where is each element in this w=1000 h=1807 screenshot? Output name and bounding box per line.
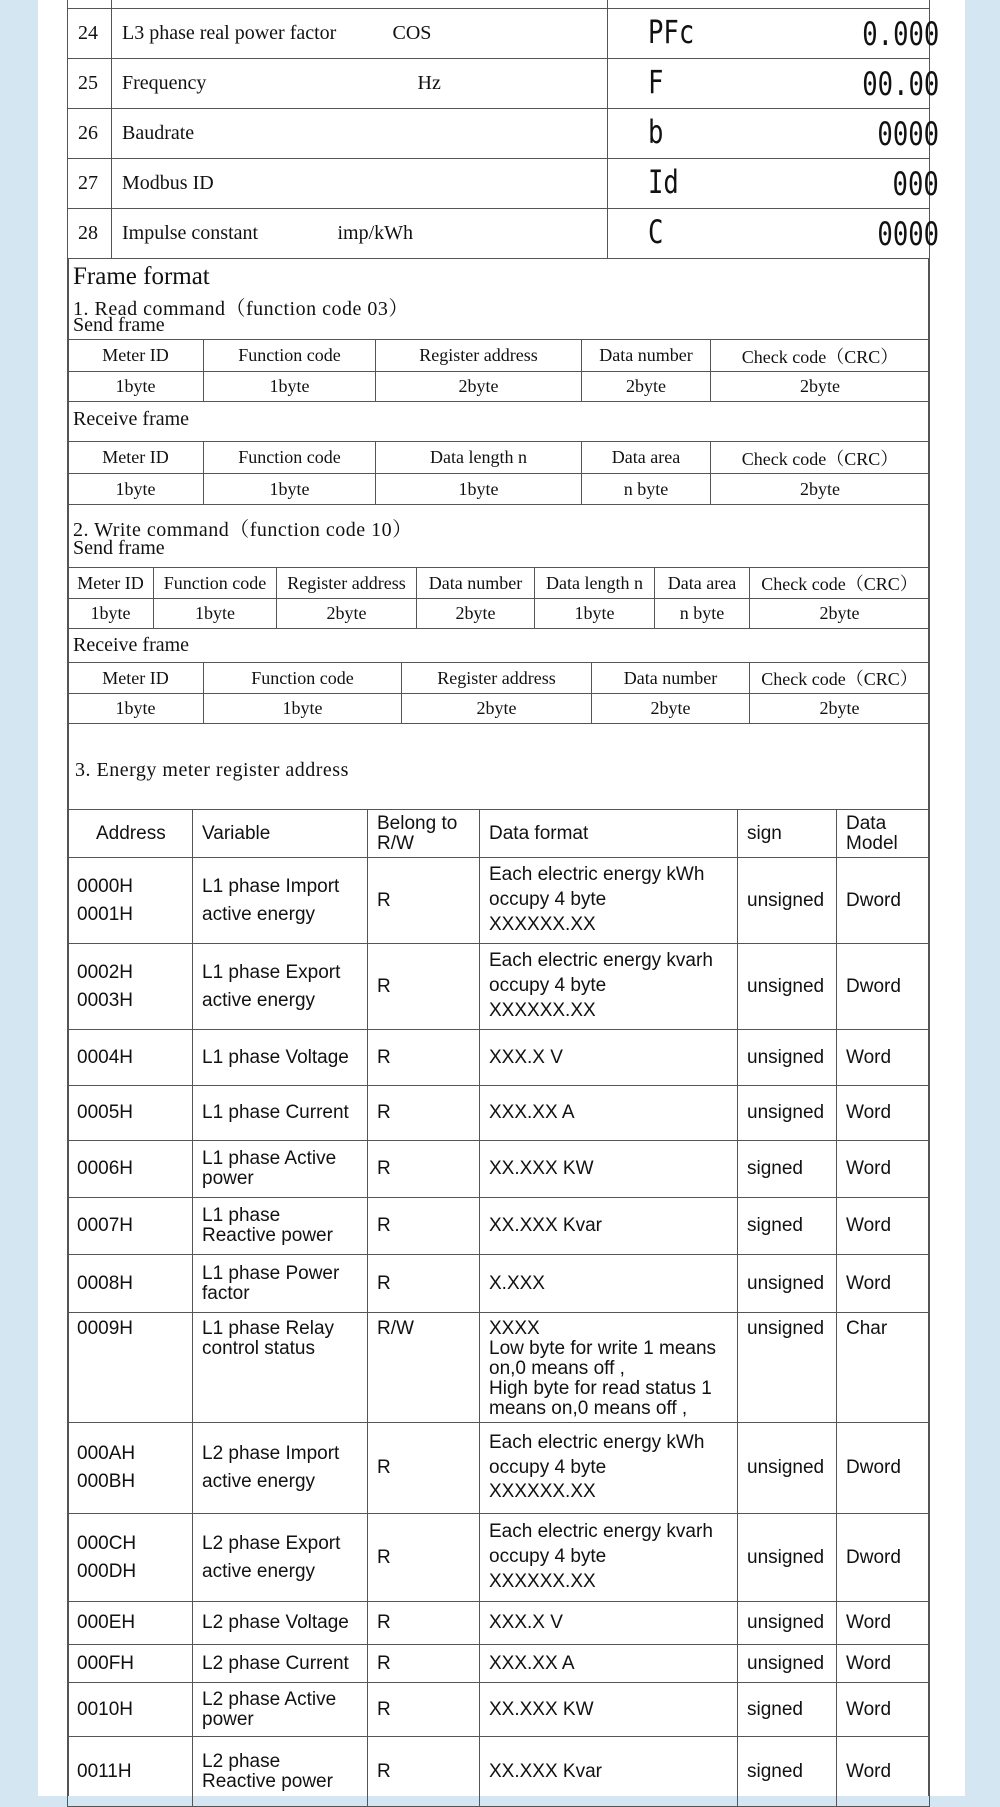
write-receive-frame-table — [67, 662, 930, 724]
register-address: 0004H — [68, 1030, 193, 1086]
register-rw: R — [368, 1255, 480, 1313]
parameter-name: L3 phase real power factor — [122, 22, 337, 44]
register-sign: signed — [738, 1683, 837, 1737]
frame-header-row — [68, 663, 930, 694]
read-send-frame-table — [67, 339, 930, 402]
frame-header-cell: Check code（CRC） — [750, 568, 930, 599]
register-data-format: XXX.X V — [480, 1602, 738, 1645]
register-row — [68, 1198, 930, 1255]
parameter-table — [67, 0, 939, 259]
frame-size-cell: 2byte — [376, 372, 582, 402]
register-variable: L2 phase Current — [193, 1645, 368, 1683]
parameter-row — [68, 59, 930, 109]
frame-size-row — [68, 694, 930, 724]
lcd-value: 000 — [892, 165, 939, 203]
frame-header-cell: Function code — [204, 340, 376, 372]
frame-size-cell: 2byte — [711, 372, 930, 402]
register-variable: L1 phase Active power — [193, 1141, 368, 1198]
write-command-title: 2. Write command（function code 10） — [73, 519, 413, 541]
lcd-value: 0000 — [877, 115, 939, 153]
parameter-row — [68, 109, 930, 159]
frame-header-cell: Function code — [204, 663, 402, 694]
register-sign: unsigned — [738, 1030, 837, 1086]
parameter-number: 28 — [68, 209, 112, 259]
register-sign: unsigned — [738, 1423, 837, 1514]
frame-size-cell: 2byte — [582, 372, 711, 402]
parameter-number: 25 — [68, 59, 112, 109]
register-table — [67, 809, 930, 1807]
register-data-model: Word — [837, 1141, 930, 1198]
register-variable: L1 phase Export active energy — [193, 944, 368, 1030]
read-command-title: 1. Read command（function code 03） — [73, 298, 409, 320]
frame-size-cell: n byte — [582, 474, 711, 505]
lcd-display-cell — [608, 209, 939, 259]
register-address: 0002H 0003H — [68, 944, 193, 1030]
frame-header-cell: Data area — [655, 568, 750, 599]
register-rw: R — [368, 1514, 480, 1602]
register-address: 0011H — [68, 1737, 193, 1807]
register-row — [68, 1514, 930, 1602]
parameter-name-cell — [112, 159, 608, 209]
parameter-name-cell — [112, 109, 608, 159]
frame-header-cell: Register address — [277, 568, 417, 599]
register-data-format: Each electric energy kWh occupy 4 byte XXXXXX.XX — [480, 1423, 738, 1514]
register-address: 0008H — [68, 1255, 193, 1313]
frame-header-cell: Data number — [582, 340, 711, 372]
register-row — [68, 1313, 930, 1423]
register-header-cell: Data format — [480, 810, 738, 858]
register-data-model: Word — [837, 1737, 930, 1807]
lcd-display-cell — [608, 109, 939, 159]
frame-size-cell: 1byte — [154, 599, 277, 629]
frame-header-cell: Check code（CRC） — [711, 340, 930, 372]
parameter-name: Impulse constant — [122, 222, 259, 244]
write-receive-frame-label: Receive frame — [73, 634, 190, 656]
frame-size-cell: 2byte — [750, 694, 930, 724]
register-row — [68, 1645, 930, 1683]
register-address-title: 3. Energy meter register address — [75, 759, 349, 781]
frame-size-cell: 1byte — [535, 599, 655, 629]
register-data-model: Word — [837, 1602, 930, 1645]
parameter-name: Baudrate — [122, 122, 195, 144]
register-address: 0010H — [68, 1683, 193, 1737]
register-address: 0005H — [68, 1086, 193, 1141]
register-address: 000FH — [68, 1645, 193, 1683]
register-data-format: X.XXX — [480, 1255, 738, 1313]
parameter-number: 26 — [68, 109, 112, 159]
register-rw: R — [368, 1737, 480, 1807]
lcd-symbol: PFc — [648, 13, 695, 51]
register-sign: unsigned — [738, 1645, 837, 1683]
register-sign: unsigned — [738, 858, 837, 944]
register-data-format: XX.XXX Kvar — [480, 1737, 738, 1807]
register-address: 000AH 000BH — [68, 1423, 193, 1514]
parameter-name-cell — [112, 9, 608, 59]
register-data-model: Char — [837, 1313, 930, 1423]
register-data-format: XX.XXX KW — [480, 1683, 738, 1737]
parameter-name-cell — [112, 59, 608, 109]
register-sign: unsigned — [738, 1514, 837, 1602]
register-rw: R — [368, 944, 480, 1030]
register-sign: unsigned — [738, 1313, 837, 1423]
register-data-format: Each electric energy kWh occupy 4 byte XXXXXX.XX — [480, 858, 738, 944]
register-rw: R — [368, 1602, 480, 1645]
register-variable: L2 phase Export active energy — [193, 1514, 368, 1602]
register-rw: R — [368, 1086, 480, 1141]
register-data-format: XXX.XX A — [480, 1645, 738, 1683]
register-header-cell: sign — [738, 810, 837, 858]
parameter-row — [68, 209, 930, 259]
document-page — [38, 0, 965, 1796]
frame-size-cell: 1byte — [204, 474, 376, 505]
register-row — [68, 1141, 930, 1198]
frame-header-cell: Data number — [417, 568, 535, 599]
register-row — [68, 1423, 930, 1514]
read-receive-frame-label: Receive frame — [73, 408, 190, 430]
register-rw: R — [368, 1683, 480, 1737]
register-sign: unsigned — [738, 1602, 837, 1645]
frame-size-row — [68, 599, 930, 629]
frame-header-cell: Register address — [376, 340, 582, 372]
register-data-model: Dword — [837, 1514, 930, 1602]
frame-header-cell: Meter ID — [68, 340, 204, 372]
register-sign: signed — [738, 1141, 837, 1198]
register-sign: unsigned — [738, 944, 837, 1030]
register-header-cell: Belong to R/W — [368, 810, 480, 858]
frame-size-cell: 1byte — [204, 372, 376, 402]
register-header-row — [68, 810, 930, 858]
register-data-format: XXXX Low byte for write 1 means on,0 means off , High byte for read status 1 means on,0 means off , — [480, 1313, 738, 1423]
frame-size-cell: 1byte — [204, 694, 402, 724]
register-rw: R — [368, 1198, 480, 1255]
register-row — [68, 1086, 930, 1141]
register-data-model: Word — [837, 1255, 930, 1313]
frame-format-title: Frame format — [73, 263, 210, 290]
register-data-model: Dword — [837, 858, 930, 944]
lcd-value: 00.00 — [861, 65, 939, 103]
register-data-format: Each electric energy kvarh occupy 4 byte XXXXXX.XX — [480, 944, 738, 1030]
frame-header-cell: Data area — [582, 442, 711, 474]
register-variable: L1 phase Import active energy — [193, 858, 368, 944]
frame-header-row — [68, 340, 930, 372]
frame-header-cell: Function code — [154, 568, 277, 599]
register-address: 0009H — [68, 1313, 193, 1423]
lcd-display-cell — [608, 159, 939, 209]
register-rw: R — [368, 1030, 480, 1086]
register-sign: signed — [738, 1198, 837, 1255]
register-data-model: Dword — [837, 944, 930, 1030]
write-send-frame-label: Send frame — [73, 537, 165, 559]
register-data-format: XX.XXX Kvar — [480, 1198, 738, 1255]
lcd-value: 0.000 — [861, 15, 939, 53]
register-row — [68, 944, 930, 1030]
frame-header-cell: Check code（CRC） — [711, 442, 930, 474]
frame-header-cell: Meter ID — [68, 663, 204, 694]
register-address: 000EH — [68, 1602, 193, 1645]
register-address: 000CH 000DH — [68, 1514, 193, 1602]
register-data-format: Each electric energy kvarh occupy 4 byte XXXXXX.XX — [480, 1514, 738, 1602]
register-data-format: XX.XXX KW — [480, 1141, 738, 1198]
register-sign: signed — [738, 1737, 837, 1807]
register-data-model: Word — [837, 1086, 930, 1141]
register-data-model: Word — [837, 1645, 930, 1683]
register-address: 0007H — [68, 1198, 193, 1255]
register-rw: R — [368, 1645, 480, 1683]
lcd-display-cell — [608, 9, 939, 59]
frame-size-row — [68, 372, 930, 402]
read-receive-frame-table — [67, 441, 930, 505]
frame-header-row — [68, 442, 930, 474]
lcd-symbol: Id — [648, 163, 679, 201]
lcd-symbol: F — [648, 63, 664, 101]
frame-header-cell: Check code（CRC） — [750, 663, 930, 694]
register-header-cell: Data Model — [837, 810, 930, 858]
register-row — [68, 1602, 930, 1645]
frame-header-row — [68, 568, 930, 599]
register-row — [68, 1030, 930, 1086]
register-row — [68, 858, 930, 944]
frame-size-cell: 2byte — [277, 599, 417, 629]
frame-size-cell: n byte — [655, 599, 750, 629]
register-rw: R — [368, 1423, 480, 1514]
lcd-symbol: C — [648, 213, 664, 251]
register-variable: L2 phase Import active energy — [193, 1423, 368, 1514]
frame-header-cell: Function code — [204, 442, 376, 474]
frame-size-cell: 2byte — [402, 694, 592, 724]
register-header-cell: Address — [68, 810, 193, 858]
register-variable: L2 phase Reactive power — [193, 1737, 368, 1807]
parameter-name: Frequency — [122, 72, 207, 94]
lcd-symbol: b — [648, 113, 664, 151]
frame-size-cell: 1byte — [68, 599, 154, 629]
parameter-number: 24 — [68, 9, 112, 59]
register-variable: L2 phase Voltage — [193, 1602, 368, 1645]
register-rw: R — [368, 1141, 480, 1198]
register-sign: unsigned — [738, 1255, 837, 1313]
frame-header-cell: Meter ID — [68, 442, 204, 474]
parameter-row — [68, 159, 930, 209]
frame-size-cell: 2byte — [592, 694, 750, 724]
frame-header-cell: Register address — [402, 663, 592, 694]
register-row — [68, 1255, 930, 1313]
register-address: 0006H — [68, 1141, 193, 1198]
frame-header-cell: Data length n — [535, 568, 655, 599]
frame-size-cell: 2byte — [750, 599, 930, 629]
parameter-row — [68, 9, 930, 59]
register-variable: L1 phase Relay control status — [193, 1313, 368, 1423]
register-row — [68, 1737, 930, 1807]
parameter-name: Modbus ID — [122, 172, 214, 194]
register-address: 0000H 0001H — [68, 858, 193, 944]
frame-header-cell: Meter ID — [68, 568, 154, 599]
parameter-unit: Hz — [417, 72, 441, 94]
register-row — [68, 1683, 930, 1737]
register-variable: L1 phase Current — [193, 1086, 368, 1141]
frame-size-cell: 1byte — [68, 474, 204, 505]
register-variable: L1 phase Voltage — [193, 1030, 368, 1086]
frame-header-cell: Data length n — [376, 442, 582, 474]
lcd-value: 0000 — [877, 215, 939, 253]
register-data-model: Word — [837, 1683, 930, 1737]
register-data-model: Dword — [837, 1423, 930, 1514]
parameter-unit: imp/kWh — [337, 222, 414, 244]
parameter-name-cell — [112, 209, 608, 259]
lcd-display-cell — [608, 59, 939, 109]
register-rw: R/W — [368, 1313, 480, 1423]
register-sign: unsigned — [738, 1086, 837, 1141]
write-send-frame-table — [67, 567, 930, 629]
frame-size-cell: 2byte — [417, 599, 535, 629]
parameter-number: 27 — [68, 159, 112, 209]
register-data-model: Word — [837, 1030, 930, 1086]
register-header-cell: Variable — [193, 810, 368, 858]
frame-size-cell: 1byte — [376, 474, 582, 505]
register-data-format: XXX.X V — [480, 1030, 738, 1086]
register-variable: L1 phase Reactive power — [193, 1198, 368, 1255]
register-data-model: Word — [837, 1198, 930, 1255]
read-send-frame-label: Send frame — [73, 314, 165, 336]
register-variable: L1 phase Power factor — [193, 1255, 368, 1313]
register-variable: L2 phase Active power — [193, 1683, 368, 1737]
register-rw: R — [368, 858, 480, 944]
register-data-format: XXX.XX A — [480, 1086, 738, 1141]
parameter-unit: COS — [392, 22, 432, 44]
frame-size-cell: 1byte — [68, 372, 204, 402]
frame-size-cell: 2byte — [711, 474, 930, 505]
frame-header-cell: Data number — [592, 663, 750, 694]
frame-size-cell: 1byte — [68, 694, 204, 724]
frame-size-row — [68, 474, 930, 505]
